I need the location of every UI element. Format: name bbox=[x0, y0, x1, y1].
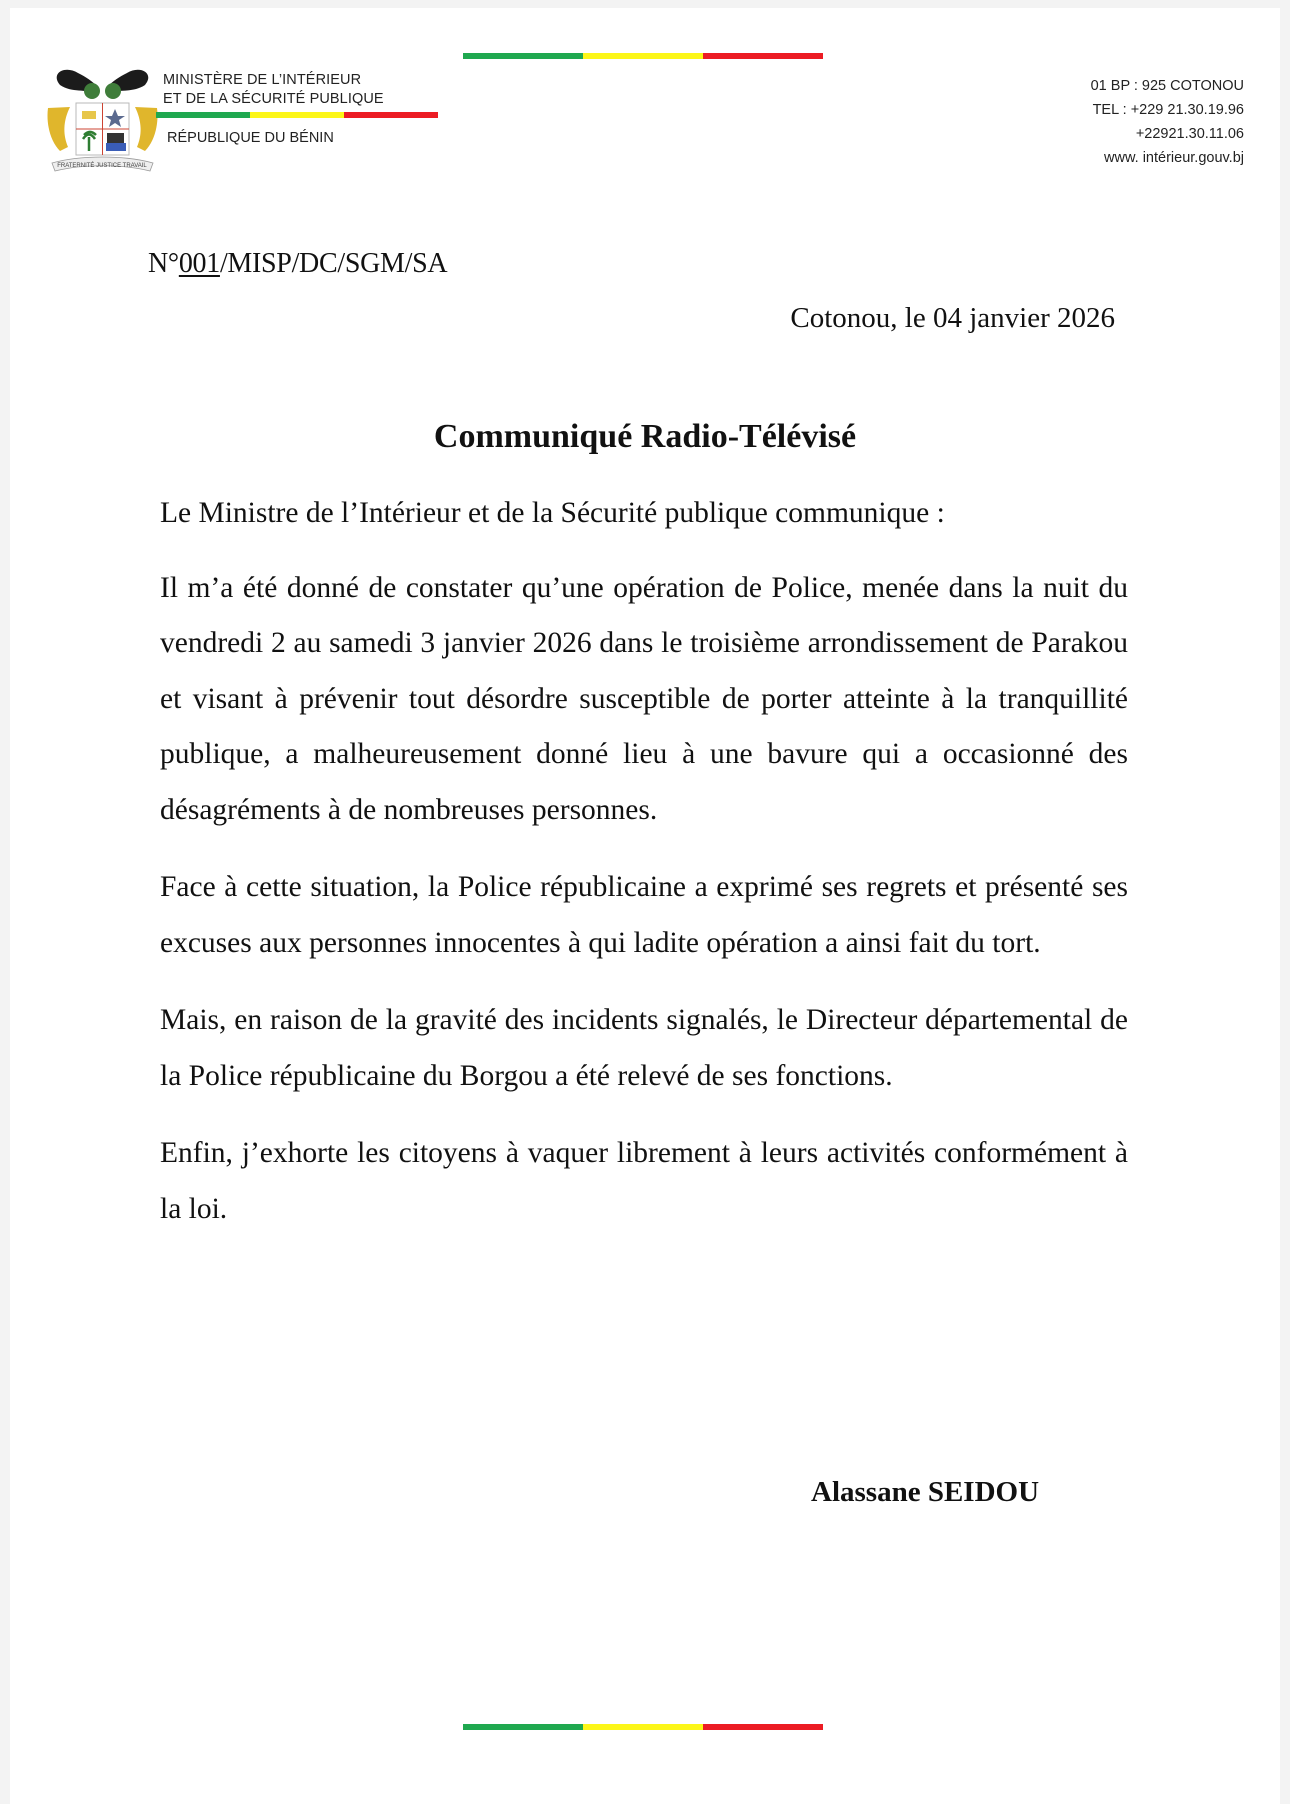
flag-red bbox=[703, 1724, 823, 1730]
signatory-name: Alassane SEIDOU bbox=[811, 1476, 1040, 1508]
document-title: Communiqué Radio-Télévisé bbox=[433, 418, 857, 455]
flag-green bbox=[463, 1724, 583, 1730]
document-body bbox=[160, 486, 1128, 1259]
svg-text:FRATERNITÉ JUSTICE TRAVAIL: FRATERNITÉ JUSTICE TRAVAIL bbox=[57, 163, 147, 169]
flag-green bbox=[156, 112, 250, 118]
date-line: Cotonou, le 04 janvier 2026 bbox=[790, 302, 1115, 334]
reference-digits: 001 bbox=[178, 248, 220, 279]
flag-red bbox=[703, 53, 823, 59]
intro-paragraph: Le Ministre de l’Intérieur et de la Sécurité publique communique : bbox=[160, 497, 945, 529]
reference-suffix: /MISP/DC/SGM/SA bbox=[219, 248, 448, 279]
phone-2: +22921.30.11.06 bbox=[1135, 126, 1244, 142]
republic-name: RÉPUBLIQUE DU BÉNIN bbox=[167, 130, 334, 146]
flag-green bbox=[463, 53, 583, 59]
ministry-line-1: MINISTÈRE DE L’INTÉRIEUR bbox=[163, 72, 362, 88]
ministry-name bbox=[163, 71, 384, 109]
reference-number bbox=[148, 248, 447, 280]
paragraph-4: Enfin, j’exhorte les citoyens à vaquer librement à leurs activités conformément à la loi. bbox=[160, 1137, 1128, 1225]
flag-stripe-bottom bbox=[463, 1724, 823, 1730]
contact-block bbox=[1091, 74, 1244, 170]
paragraph-1: Il m’a été donné de constater qu’une opération de Police, menée dans la nuit du vendredi 2 au samedi 3 janvier 2026 dans le troisième arrondissement de Parakou et visant à prévenir tout désordre susceptible de porter atteinte à la tranquillité publique, a malheureusement donné lieu à une bavure qui a occasionné des désagréments à de nombreuses personnes. bbox=[160, 571, 1128, 826]
flag-stripe-header bbox=[156, 112, 438, 118]
paragraph-2: Face à cette situation, la Police républicaine a exprimé ses regrets et présenté ses excuses aux personnes innocentes à qui ladite opération a ainsi fait du tort. bbox=[160, 871, 1128, 959]
flag-yellow bbox=[583, 1724, 703, 1730]
website: www. intérieur.gouv.bj bbox=[1104, 150, 1244, 166]
paragraph-3: Mais, en raison de la gravité des incidents signalés, le Directeur départemental de la Police républicaine du Borgou a été relevé de ses fonctions. bbox=[160, 1004, 1128, 1092]
flag-yellow bbox=[250, 112, 344, 118]
flag-stripe-top bbox=[463, 53, 823, 59]
flag-red bbox=[344, 112, 438, 118]
ministry-line-2: ET DE LA SÉCURITÉ PUBLIQUE bbox=[163, 91, 384, 107]
flag-yellow bbox=[583, 53, 703, 59]
postal-address: 01 BP : 925 COTONOU bbox=[1090, 78, 1244, 94]
phone-1: TEL : +229 21.30.19.96 bbox=[1092, 102, 1244, 118]
coat-of-arms-seal bbox=[40, 63, 165, 178]
reference-prefix: N° bbox=[148, 248, 179, 279]
document-page bbox=[10, 8, 1280, 1804]
